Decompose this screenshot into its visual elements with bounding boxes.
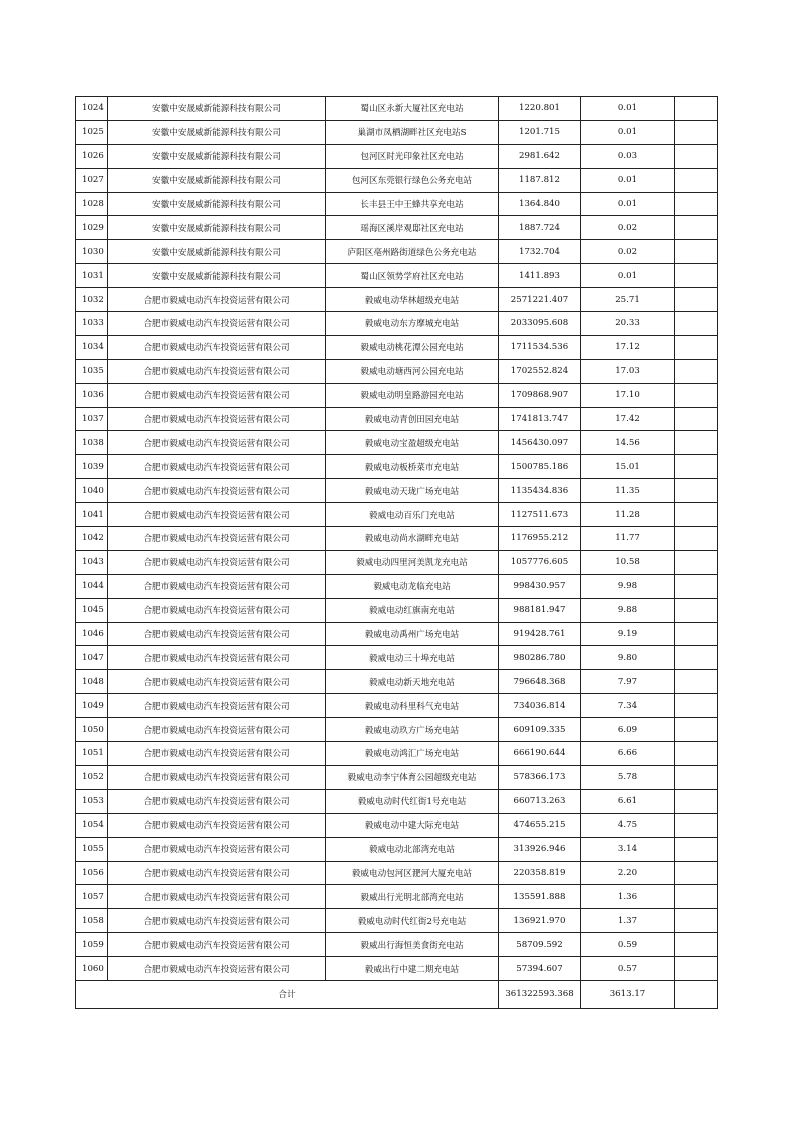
company-cell: 合肥市毅威电动汽车投资运营有限公司 [108,670,326,694]
table-row [76,765,718,789]
remark-cell [675,933,718,957]
table-row [76,933,718,957]
remark-cell [675,312,718,336]
row-number-cell: 1052 [76,765,108,789]
row-number-cell: 1039 [76,455,108,479]
company-cell: 合肥市毅威电动汽车投资运营有限公司 [108,909,326,933]
table-row [76,479,718,503]
row-number-cell: 1053 [76,789,108,813]
table-row [76,694,718,718]
remark-cell [675,455,718,479]
amount-cell: 58709.592 [499,933,581,957]
table-row [76,598,718,622]
company-cell: 安徽中安晟威新能源科技有限公司 [108,240,326,264]
company-cell: 合肥市毅威电动汽车投资运营有限公司 [108,598,326,622]
remark-cell [675,503,718,527]
row-number-cell: 1032 [76,288,108,312]
remark-cell [675,240,718,264]
row-number-cell: 1049 [76,694,108,718]
row-number-cell: 1048 [76,670,108,694]
row-number-cell: 1030 [76,240,108,264]
amount-cell: 135591.888 [499,885,581,909]
remark-cell [675,837,718,861]
company-cell: 合肥市毅威电动汽车投资运营有限公司 [108,479,326,503]
amount-cell: 1220.801 [499,97,581,121]
company-cell: 安徽中安晟威新能源科技有限公司 [108,192,326,216]
remark-cell [675,574,718,598]
station-name-cell: 毅威出行光明北部湾充电站 [326,885,499,909]
subsidy-cell: 9.98 [581,574,675,598]
row-number-cell: 1031 [76,264,108,288]
table-row [76,431,718,455]
amount-cell: 220358.819 [499,861,581,885]
amount-cell: 2033095.608 [499,312,581,336]
amount-cell: 1135434.836 [499,479,581,503]
remark-cell [675,909,718,933]
subsidy-cell: 6.66 [581,742,675,766]
row-number-cell: 1044 [76,574,108,598]
total-remark-cell [675,980,718,1008]
table-row [76,622,718,646]
company-cell: 合肥市毅威电动汽车投资运营有限公司 [108,383,326,407]
company-cell: 合肥市毅威电动汽车投资运营有限公司 [108,694,326,718]
amount-cell: 1456430.097 [499,431,581,455]
remark-cell [675,694,718,718]
row-number-cell: 1055 [76,837,108,861]
remark-cell [675,598,718,622]
remark-cell [675,264,718,288]
station-name-cell: 蜀山区永新大厦社区充电站 [326,97,499,121]
subsidy-cell: 7.97 [581,670,675,694]
amount-cell: 2571221.407 [499,288,581,312]
amount-cell: 660713.263 [499,789,581,813]
station-name-cell: 毅威电动禹州广场充电站 [326,622,499,646]
row-number-cell: 1033 [76,312,108,336]
subsidy-cell: 10.58 [581,550,675,574]
table-row [76,742,718,766]
table-row [76,957,718,981]
table-row [76,288,718,312]
remark-cell [675,120,718,144]
station-name-cell: 毅威电动板桥菜市充电站 [326,455,499,479]
company-cell: 合肥市毅威电动汽车投资运营有限公司 [108,335,326,359]
table-row [76,120,718,144]
amount-cell: 1201.715 [499,120,581,144]
station-name-cell: 毅威电动时代红街1号充电站 [326,789,499,813]
company-cell: 合肥市毅威电动汽车投资运营有限公司 [108,455,326,479]
subsidy-cell: 5.78 [581,765,675,789]
remark-cell [675,192,718,216]
table-row [76,646,718,670]
station-name-cell: 庐阳区亳州路街道绿色公务充电站 [326,240,499,264]
table-row [76,503,718,527]
company-cell: 合肥市毅威电动汽车投资运营有限公司 [108,503,326,527]
company-cell: 合肥市毅威电动汽车投资运营有限公司 [108,837,326,861]
remark-cell [675,957,718,981]
table-row [76,550,718,574]
row-number-cell: 1026 [76,144,108,168]
remark-cell [675,97,718,121]
row-number-cell: 1025 [76,120,108,144]
amount-cell: 1500785.186 [499,455,581,479]
amount-cell: 1411.893 [499,264,581,288]
row-number-cell: 1046 [76,622,108,646]
subsidy-cell: 0.02 [581,240,675,264]
remark-cell [675,288,718,312]
company-cell: 合肥市毅威电动汽车投资运营有限公司 [108,359,326,383]
station-name-cell: 毅威出行海恒美食街充电站 [326,933,499,957]
remark-cell [675,144,718,168]
row-number-cell: 1047 [76,646,108,670]
remark-cell [675,383,718,407]
table-row [76,168,718,192]
station-name-cell: 毅威电动明皇路游园充电站 [326,383,499,407]
company-cell: 安徽中安晟威新能源科技有限公司 [108,216,326,240]
amount-cell: 1711534.536 [499,335,581,359]
row-number-cell: 1029 [76,216,108,240]
remark-cell [675,550,718,574]
amount-cell: 734036.814 [499,694,581,718]
company-cell: 合肥市毅威电动汽车投资运营有限公司 [108,933,326,957]
subsidy-cell: 6.09 [581,718,675,742]
remark-cell [675,359,718,383]
row-number-cell: 1037 [76,407,108,431]
remark-cell [675,861,718,885]
row-number-cell: 1057 [76,885,108,909]
remark-cell [675,407,718,431]
table-row [76,144,718,168]
table-row [76,312,718,336]
remark-cell [675,527,718,551]
subsidy-cell: 1.37 [581,909,675,933]
subsidy-cell: 11.28 [581,503,675,527]
amount-cell: 988181.947 [499,598,581,622]
table-row [76,861,718,885]
subsidy-cell: 1.36 [581,885,675,909]
subsidy-cell: 3.14 [581,837,675,861]
amount-cell: 1702552.824 [499,359,581,383]
subsidy-cell: 15.01 [581,455,675,479]
company-cell: 合肥市毅威电动汽车投资运营有限公司 [108,431,326,455]
amount-cell: 474655.215 [499,813,581,837]
table-row [76,718,718,742]
subsidy-cell: 11.35 [581,479,675,503]
station-name-cell: 包河区时光印象社区充电站 [326,144,499,168]
station-name-cell: 毅威电动科里科气充电站 [326,694,499,718]
station-name-cell: 毅威电动百乐门充电站 [326,503,499,527]
subsidy-cell: 17.03 [581,359,675,383]
station-name-cell: 毅威电动玖方广场充电站 [326,718,499,742]
station-name-cell: 毅威电动东方摩城充电站 [326,312,499,336]
row-number-cell: 1050 [76,718,108,742]
table-row [76,455,718,479]
amount-cell: 578366.173 [499,765,581,789]
row-number-cell: 1060 [76,957,108,981]
remark-cell [675,431,718,455]
station-name-cell: 巢湖市凤栖湖畔社区充电站S [326,120,499,144]
amount-cell: 2981.642 [499,144,581,168]
amount-cell: 57394.607 [499,957,581,981]
subsidy-cell: 17.10 [581,383,675,407]
row-number-cell: 1042 [76,527,108,551]
station-name-cell: 毅威电动包河区淝河大厦充电站 [326,861,499,885]
total-amount-cell: 361322593.368 [499,980,581,1008]
row-number-cell: 1034 [76,335,108,359]
row-number-cell: 1056 [76,861,108,885]
row-number-cell: 1035 [76,359,108,383]
subsidy-cell: 9.88 [581,598,675,622]
table-row [76,240,718,264]
amount-cell: 1364.840 [499,192,581,216]
subsidy-cell: 9.80 [581,646,675,670]
company-cell: 合肥市毅威电动汽车投资运营有限公司 [108,550,326,574]
station-name-cell: 毅威电动新天地充电站 [326,670,499,694]
row-number-cell: 1028 [76,192,108,216]
subsidy-cell: 0.01 [581,264,675,288]
company-cell: 合肥市毅威电动汽车投资运营有限公司 [108,718,326,742]
subsidy-cell: 2.20 [581,861,675,885]
company-cell: 合肥市毅威电动汽车投资运营有限公司 [108,957,326,981]
amount-cell: 666190.644 [499,742,581,766]
subsidy-cell: 0.03 [581,144,675,168]
total-subsidy-cell: 3613.17 [581,980,675,1008]
station-name-cell: 瑶海区溪岸观邸社区充电站 [326,216,499,240]
amount-cell: 919428.761 [499,622,581,646]
remark-cell [675,765,718,789]
subsidy-cell: 0.01 [581,97,675,121]
subsidy-cell: 0.57 [581,957,675,981]
table-row [76,885,718,909]
station-name-cell: 长丰县王中王蜂共享充电站 [326,192,499,216]
table-row [76,335,718,359]
subsidy-cell: 25.71 [581,288,675,312]
amount-cell: 1732.704 [499,240,581,264]
amount-cell: 980286.780 [499,646,581,670]
table-row [76,837,718,861]
row-number-cell: 1024 [76,97,108,121]
company-cell: 合肥市毅威电动汽车投资运营有限公司 [108,789,326,813]
station-name-cell: 毅威电动红旗南充电站 [326,598,499,622]
subsidy-cell: 11.77 [581,527,675,551]
company-cell: 合肥市毅威电动汽车投资运营有限公司 [108,527,326,551]
subsidy-cell: 0.02 [581,216,675,240]
station-name-cell: 毅威电动天珑广场充电站 [326,479,499,503]
remark-cell [675,479,718,503]
table-row [76,527,718,551]
table-row [76,359,718,383]
row-number-cell: 1045 [76,598,108,622]
subsidy-cell: 17.12 [581,335,675,359]
station-name-cell: 蜀山区领势学府社区充电站 [326,264,499,288]
remark-cell [675,742,718,766]
subsidy-cell: 0.59 [581,933,675,957]
table-row [76,383,718,407]
row-number-cell: 1038 [76,431,108,455]
table-row [76,192,718,216]
station-name-cell: 毅威电动尚水湖畔充电站 [326,527,499,551]
company-cell: 合肥市毅威电动汽车投资运营有限公司 [108,813,326,837]
company-cell: 安徽中安晟威新能源科技有限公司 [108,97,326,121]
row-number-cell: 1058 [76,909,108,933]
row-number-cell: 1043 [76,550,108,574]
station-name-cell: 毅威出行中建二期充电站 [326,957,499,981]
station-name-cell: 毅威电动桃花潭公园充电站 [326,335,499,359]
company-cell: 合肥市毅威电动汽车投资运营有限公司 [108,574,326,598]
amount-cell: 796648.368 [499,670,581,694]
company-cell: 合肥市毅威电动汽车投资运营有限公司 [108,312,326,336]
remark-cell [675,622,718,646]
remark-cell [675,885,718,909]
station-name-cell: 毅威电动鸿汇广场充电站 [326,742,499,766]
table-row [76,407,718,431]
row-number-cell: 1041 [76,503,108,527]
table-row [76,670,718,694]
company-cell: 安徽中安晟威新能源科技有限公司 [108,144,326,168]
subsidy-cell: 20.33 [581,312,675,336]
station-name-cell: 毅威电动四里河美凯龙充电站 [326,550,499,574]
amount-cell: 1887.724 [499,216,581,240]
subsidy-cell: 14.56 [581,431,675,455]
table-row [76,789,718,813]
station-name-cell: 毅威电动中建大际充电站 [326,813,499,837]
row-number-cell: 1040 [76,479,108,503]
table-body [76,97,718,1009]
company-cell: 安徽中安晟威新能源科技有限公司 [108,120,326,144]
table-row [76,813,718,837]
station-name-cell: 毅威电动三十埠充电站 [326,646,499,670]
station-name-cell: 毅威电动时代红街2号充电站 [326,909,499,933]
row-number-cell: 1036 [76,383,108,407]
station-name-cell: 毅威电动青创田园充电站 [326,407,499,431]
company-cell: 合肥市毅威电动汽车投资运营有限公司 [108,646,326,670]
remark-cell [675,168,718,192]
table-row [76,97,718,121]
remark-cell [675,718,718,742]
station-name-cell: 毅威电动北部湾充电站 [326,837,499,861]
station-name-cell: 毅威电动宝盈超级充电站 [326,431,499,455]
remark-cell [675,646,718,670]
amount-cell: 1057776.605 [499,550,581,574]
table-row [76,574,718,598]
company-cell: 合肥市毅威电动汽车投资运营有限公司 [108,622,326,646]
remark-cell [675,670,718,694]
total-label-cell: 合计 [76,980,499,1008]
station-name-cell: 毅威电动李宁体育公园超级充电站 [326,765,499,789]
amount-cell: 1741813.747 [499,407,581,431]
subsidy-cell: 6.61 [581,789,675,813]
amount-cell: 136921.970 [499,909,581,933]
amount-cell: 1709868.907 [499,383,581,407]
table-row [76,216,718,240]
amount-cell: 1187.812 [499,168,581,192]
row-number-cell: 1027 [76,168,108,192]
total-row [76,980,718,1008]
company-cell: 合肥市毅威电动汽车投资运营有限公司 [108,288,326,312]
amount-cell: 1176955.212 [499,527,581,551]
amount-cell: 313926.946 [499,837,581,861]
subsidy-cell: 7.34 [581,694,675,718]
subsidy-cell: 17.42 [581,407,675,431]
station-name-cell: 毅威电动塘西河公园充电站 [326,359,499,383]
subsidy-cell: 4.75 [581,813,675,837]
row-number-cell: 1051 [76,742,108,766]
remark-cell [675,789,718,813]
amount-cell: 998430.957 [499,574,581,598]
table-row [76,264,718,288]
remark-cell [675,216,718,240]
company-cell: 安徽中安晟威新能源科技有限公司 [108,168,326,192]
company-cell: 合肥市毅威电动汽车投资运营有限公司 [108,765,326,789]
row-number-cell: 1059 [76,933,108,957]
remark-cell [675,335,718,359]
subsidy-cell: 0.01 [581,192,675,216]
row-number-cell: 1054 [76,813,108,837]
remark-cell [675,813,718,837]
station-name-cell: 包河区东莞银行绿色公务充电站 [326,168,499,192]
subsidy-cell: 0.01 [581,120,675,144]
company-cell: 合肥市毅威电动汽车投资运营有限公司 [108,407,326,431]
subsidy-table [75,96,718,1009]
table-row [76,909,718,933]
amount-cell: 609109.335 [499,718,581,742]
subsidy-cell: 9.19 [581,622,675,646]
company-cell: 合肥市毅威电动汽车投资运营有限公司 [108,885,326,909]
station-name-cell: 毅威电动华林超级充电站 [326,288,499,312]
amount-cell: 1127511.673 [499,503,581,527]
company-cell: 合肥市毅威电动汽车投资运营有限公司 [108,742,326,766]
company-cell: 安徽中安晟威新能源科技有限公司 [108,264,326,288]
company-cell: 合肥市毅威电动汽车投资运营有限公司 [108,861,326,885]
station-name-cell: 毅威电动龙临充电站 [326,574,499,598]
subsidy-cell: 0.01 [581,168,675,192]
